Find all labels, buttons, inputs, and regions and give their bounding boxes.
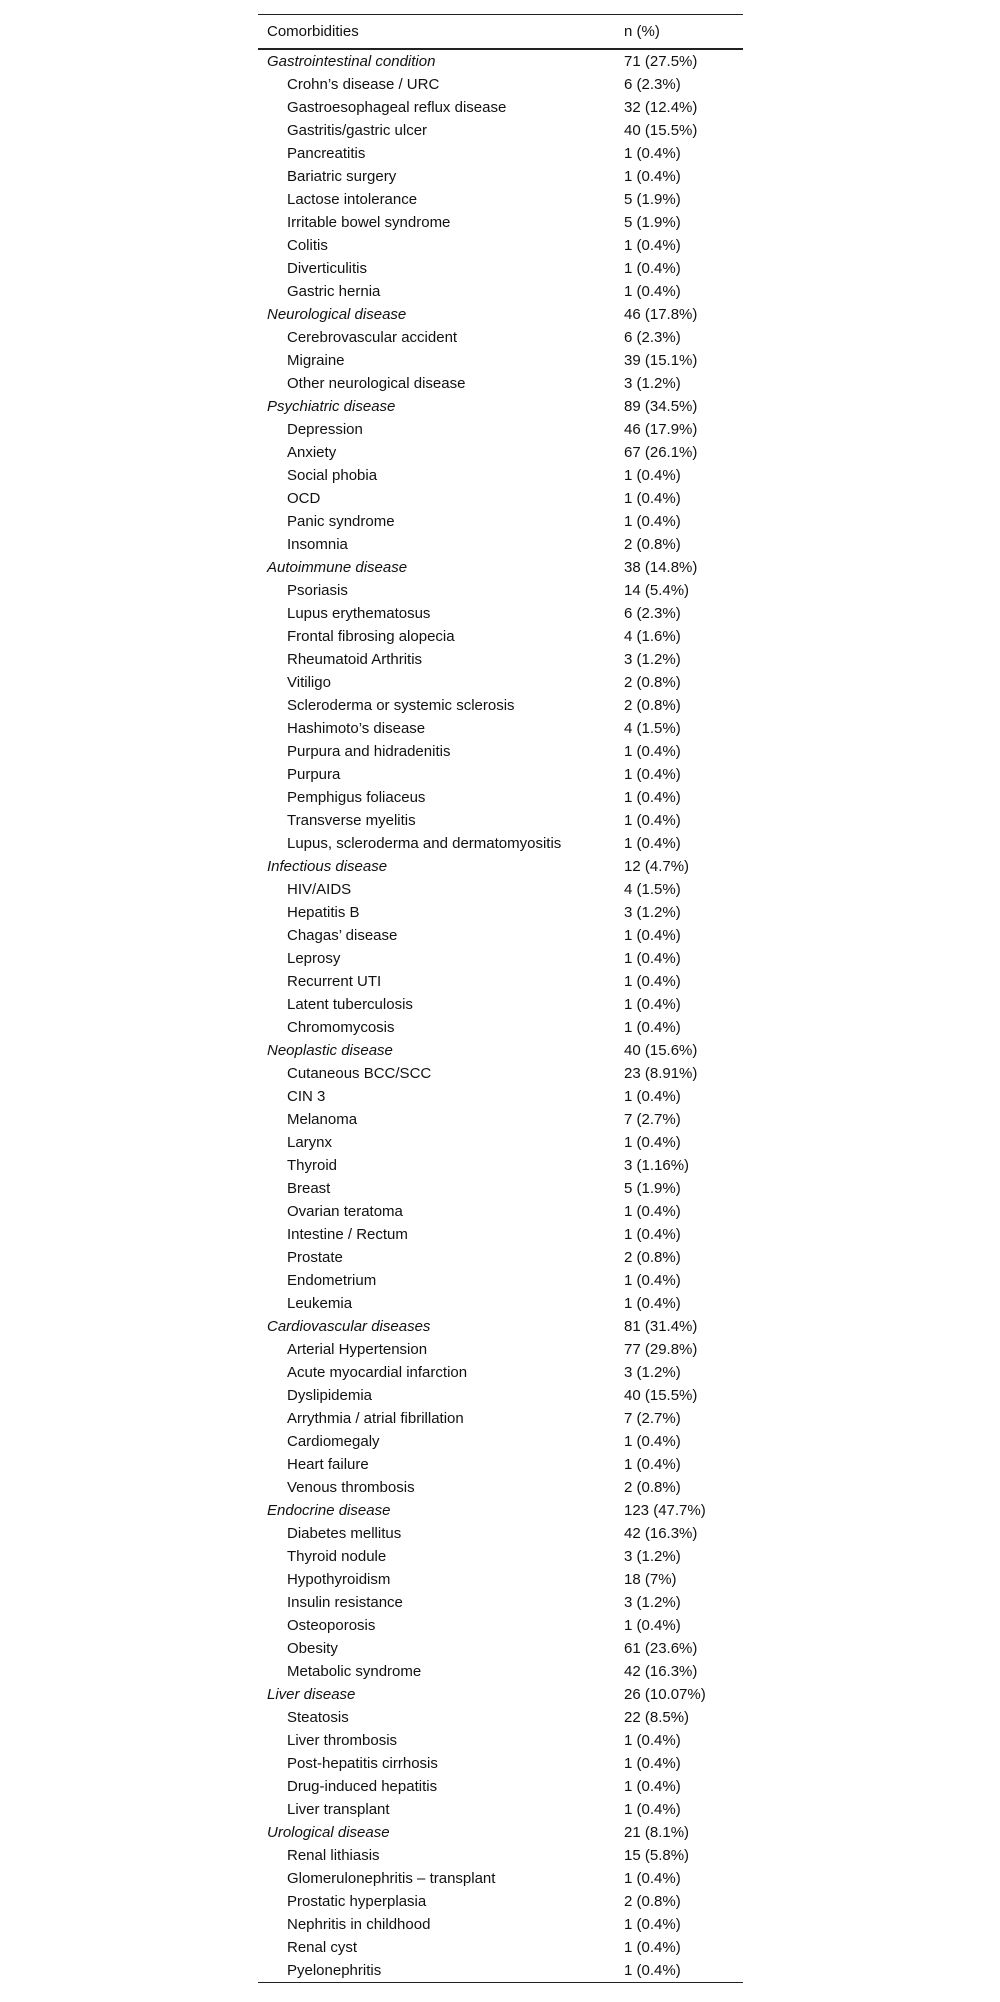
comorbidity-label: Panic syndrome — [287, 513, 395, 530]
comorbidity-count: 14 (5.4%) — [624, 582, 690, 599]
comorbidity-label: Acute myocardial infarction — [287, 1364, 468, 1381]
table-row — [258, 763, 743, 786]
table-row — [258, 464, 743, 487]
comorbidity-count: 3 (1.2%) — [624, 904, 681, 921]
comorbidity-count: 2 (0.8%) — [624, 674, 681, 691]
comorbidity-label: Other neurological disease — [287, 375, 466, 392]
comorbidity-count: 1 (0.4%) — [624, 237, 681, 254]
comorbidity-label: Arrythmia / atrial fibrillation — [287, 1410, 464, 1427]
table-row — [258, 901, 743, 924]
table-row — [258, 809, 743, 832]
table-row — [258, 165, 743, 188]
comorbidity-count: 1 (0.4%) — [624, 743, 681, 760]
comorbidity-label: Crohn’s disease / URC — [287, 76, 440, 93]
comorbidity-count: 6 (2.3%) — [624, 76, 681, 93]
comorbidity-count: 3 (1.2%) — [624, 1594, 681, 1611]
table-row — [258, 1200, 743, 1223]
comorbidity-count: 6 (2.3%) — [624, 605, 681, 622]
category-row — [258, 303, 743, 326]
table-row — [258, 1890, 743, 1913]
comorbidity-label: Vitiligo — [287, 674, 331, 691]
category-count: 38 (14.8%) — [624, 559, 698, 576]
table-row — [258, 1913, 743, 1936]
comorbidity-label: Anxiety — [287, 444, 337, 461]
comorbidity-label: Gastroesophageal reflux disease — [287, 99, 507, 116]
comorbidity-count: 1 (0.4%) — [624, 973, 681, 990]
comorbidity-count: 1 (0.4%) — [624, 766, 681, 783]
table-row — [258, 1085, 743, 1108]
comorbidity-count: 18 (7%) — [624, 1571, 677, 1588]
header-row — [258, 15, 743, 50]
comorbidity-count: 2 (0.8%) — [624, 697, 681, 714]
category-label: Neoplastic disease — [267, 1042, 393, 1059]
comorbidity-label: Arterial Hypertension — [287, 1341, 428, 1358]
category-row — [258, 1039, 743, 1062]
comorbidity-label: Obesity — [287, 1640, 338, 1657]
comorbidity-label: Ovarian teratoma — [287, 1203, 403, 1220]
comorbidity-count: 3 (1.2%) — [624, 651, 681, 668]
table-row — [258, 1430, 743, 1453]
comorbidity-count: 1 (0.4%) — [615, 1959, 743, 1983]
category-row — [258, 395, 743, 418]
comorbidity-count: 6 (2.3%) — [624, 329, 681, 346]
comorbidity-count: 40 (15.5%) — [624, 122, 698, 139]
header-n-percent: n (%) — [615, 15, 743, 50]
comorbidity-count: 1 (0.4%) — [624, 513, 681, 530]
comorbidity-count: 7 (2.7%) — [624, 1111, 681, 1128]
comorbidity-label: Cerebrovascular accident — [287, 329, 458, 346]
table-row — [258, 533, 743, 556]
comorbidity-label: Rheumatoid Arthritis — [287, 651, 423, 668]
comorbidity-label: Purpura — [287, 766, 341, 783]
table-row — [258, 349, 743, 372]
comorbidity-count: 3 (1.16%) — [624, 1157, 690, 1174]
comorbidity-count: 1 (0.4%) — [624, 950, 681, 967]
table-row — [258, 119, 743, 142]
table-body — [258, 49, 743, 1983]
table-row — [258, 1154, 743, 1177]
comorbidity-label: Thyroid — [287, 1157, 338, 1174]
table-row — [258, 717, 743, 740]
comorbidity-label: Latent tuberculosis — [287, 996, 413, 1013]
comorbidity-label: Lactose intolerance — [287, 191, 418, 208]
table-row — [258, 73, 743, 96]
table-row — [258, 487, 743, 510]
comorbidity-count: 1 (0.4%) — [624, 1295, 681, 1312]
comorbidity-count: 1 (0.4%) — [624, 1755, 681, 1772]
comorbidity-count: 61 (23.6%) — [624, 1640, 698, 1657]
table-row — [258, 1936, 743, 1959]
comorbidity-label: Endometrium — [287, 1272, 377, 1289]
comorbidity-count: 3 (1.2%) — [624, 1364, 681, 1381]
table-row — [258, 694, 743, 717]
comorbidity-count: 39 (15.1%) — [624, 352, 698, 369]
comorbidity-count: 1 (0.4%) — [624, 467, 681, 484]
comorbidity-label: Colitis — [287, 237, 328, 254]
table-row — [258, 234, 743, 257]
comorbidity-label: CIN 3 — [287, 1088, 326, 1105]
table-row — [258, 1729, 743, 1752]
comorbidity-label: OCD — [287, 490, 321, 507]
comorbidity-label: Pancreatitis — [287, 145, 366, 162]
table-row — [258, 1476, 743, 1499]
comorbidity-label: Cardiomegaly — [287, 1433, 380, 1450]
comorbidity-count: 32 (12.4%) — [624, 99, 698, 116]
comorbidity-label: Steatosis — [287, 1709, 349, 1726]
comorbidity-count: 1 (0.4%) — [624, 996, 681, 1013]
comorbidity-label: Chromomycosis — [287, 1019, 395, 1036]
table-row — [258, 1775, 743, 1798]
table-row — [258, 786, 743, 809]
comorbidity-label: Depression — [287, 421, 363, 438]
comorbidity-count: 1 (0.4%) — [624, 1226, 681, 1243]
table-row — [258, 1959, 743, 1983]
table-header — [258, 15, 743, 50]
comorbidity-count: 7 (2.7%) — [624, 1410, 681, 1427]
table-row — [258, 418, 743, 441]
comorbidity-count: 5 (1.9%) — [624, 214, 681, 231]
comorbidity-count: 1 (0.4%) — [624, 168, 681, 185]
comorbidity-count: 1 (0.4%) — [624, 1732, 681, 1749]
comorbidity-count: 1 (0.4%) — [624, 927, 681, 944]
comorbidity-label: Venous thrombosis — [287, 1479, 415, 1496]
table-row — [258, 1568, 743, 1591]
table-row — [258, 1706, 743, 1729]
comorbidity-label: Prostatic hyperplasia — [287, 1893, 427, 1910]
comorbidity-count: 1 (0.4%) — [624, 835, 681, 852]
comorbidity-count: 1 (0.4%) — [624, 812, 681, 829]
comorbidity-label: Post-hepatitis cirrhosis — [287, 1755, 438, 1772]
comorbidity-count: 1 (0.4%) — [624, 1778, 681, 1795]
table-row — [258, 993, 743, 1016]
comorbidity-count: 4 (1.5%) — [624, 881, 681, 898]
comorbidity-label: Liver transplant — [287, 1801, 390, 1818]
comorbidity-count: 67 (26.1%) — [624, 444, 698, 461]
table-row — [258, 1798, 743, 1821]
table-row — [258, 142, 743, 165]
table-row — [258, 1384, 743, 1407]
comorbidity-label: Metabolic syndrome — [287, 1663, 422, 1680]
comorbidity-label: Intestine / Rectum — [287, 1226, 408, 1243]
comorbidity-count: 2 (0.8%) — [624, 1893, 681, 1910]
table-row — [258, 970, 743, 993]
comorbidity-label: Cutaneous BCC/SCC — [287, 1065, 432, 1082]
table-row — [258, 1062, 743, 1085]
table-row — [258, 1867, 743, 1890]
category-row — [258, 556, 743, 579]
category-row — [258, 855, 743, 878]
category-row — [258, 1821, 743, 1844]
comorbidity-count: 1 (0.4%) — [624, 1916, 681, 1933]
table-row — [258, 1338, 743, 1361]
comorbidity-count: 5 (1.9%) — [624, 191, 681, 208]
table-row — [258, 1752, 743, 1775]
comorbidity-count: 2 (0.8%) — [624, 536, 681, 553]
comorbidity-label: Osteoporosis — [287, 1617, 376, 1634]
table-row — [258, 924, 743, 947]
comorbidity-count: 1 (0.4%) — [624, 1272, 681, 1289]
comorbidity-label: Social phobia — [287, 467, 378, 484]
table-row — [258, 625, 743, 648]
comorbidity-count: 1 (0.4%) — [624, 145, 681, 162]
header-comorbidities: Comorbidities — [258, 15, 615, 50]
table-row — [258, 648, 743, 671]
comorbidity-count: 1 (0.4%) — [624, 1134, 681, 1151]
comorbidity-label: Insulin resistance — [287, 1594, 403, 1611]
category-count: 123 (47.7%) — [624, 1502, 706, 1519]
table-row — [258, 372, 743, 395]
category-label: Cardiovascular diseases — [267, 1318, 431, 1335]
comorbidity-label: Drug-induced hepatitis — [287, 1778, 438, 1795]
category-count: 46 (17.8%) — [624, 306, 698, 323]
table-row — [258, 1223, 743, 1246]
table-row — [258, 441, 743, 464]
comorbidity-label: Pemphigus foliaceus — [287, 789, 426, 806]
comorbidity-count: 1 (0.4%) — [624, 1617, 681, 1634]
comorbidity-label: Prostate — [287, 1249, 343, 1266]
table-row — [258, 832, 743, 855]
comorbidity-count: 2 (0.8%) — [624, 1249, 681, 1266]
table-row — [258, 602, 743, 625]
comorbidity-count: 4 (1.6%) — [624, 628, 681, 645]
category-count: 12 (4.7%) — [624, 858, 690, 875]
comorbidity-count: 46 (17.9%) — [624, 421, 698, 438]
comorbidity-count: 1 (0.4%) — [624, 1939, 681, 1956]
table-row — [258, 1269, 743, 1292]
comorbidity-label: Renal lithiasis — [287, 1847, 380, 1864]
table-row — [258, 671, 743, 694]
comorbidity-count: 23 (8.91%) — [624, 1065, 698, 1082]
table-row — [258, 1108, 743, 1131]
category-row — [258, 49, 743, 73]
category-count: 71 (27.5%) — [624, 53, 698, 70]
category-label: Gastrointestinal condition — [267, 53, 436, 70]
table-row — [258, 1407, 743, 1430]
table-row — [258, 947, 743, 970]
table-row — [258, 211, 743, 234]
comorbidity-label: Frontal fibrosing alopecia — [287, 628, 455, 645]
comorbidity-count: 5 (1.9%) — [624, 1180, 681, 1197]
comorbidity-label: Gastric hernia — [287, 283, 381, 300]
comorbidity-label: Renal cyst — [287, 1939, 358, 1956]
category-row — [258, 1315, 743, 1338]
category-count: 81 (31.4%) — [624, 1318, 698, 1335]
comorbidity-label: Migraine — [287, 352, 345, 369]
comorbidity-count: 40 (15.5%) — [624, 1387, 698, 1404]
comorbidity-count: 1 (0.4%) — [624, 260, 681, 277]
comorbidity-label: Breast — [287, 1180, 331, 1197]
comorbidity-label: Nephritis in childhood — [287, 1916, 431, 1933]
comorbidity-count: 3 (1.2%) — [624, 375, 681, 392]
comorbidity-label: Leprosy — [287, 950, 341, 967]
comorbidity-label: Diabetes mellitus — [287, 1525, 402, 1542]
table-row — [258, 1591, 743, 1614]
table-row — [258, 1292, 743, 1315]
comorbidity-label: Purpura and hidradenitis — [287, 743, 451, 760]
comorbidity-count: 1 (0.4%) — [624, 1433, 681, 1450]
comorbidity-label: Dyslipidemia — [287, 1387, 373, 1404]
category-count: 26 (10.07%) — [624, 1686, 706, 1703]
comorbidity-count: 77 (29.8%) — [624, 1341, 698, 1358]
comorbidity-label: Glomerulonephritis – transplant — [287, 1870, 496, 1887]
comorbidity-label: Diverticulitis — [287, 260, 368, 277]
comorbidity-count: 3 (1.2%) — [624, 1548, 681, 1565]
table-row — [258, 326, 743, 349]
table-row — [258, 1545, 743, 1568]
table-row — [258, 96, 743, 119]
comorbidity-count: 2 (0.8%) — [624, 1479, 681, 1496]
comorbidity-label: Insomnia — [287, 536, 348, 553]
comorbidity-label: Hepatitis B — [287, 904, 360, 921]
comorbidity-count: 1 (0.4%) — [624, 283, 681, 300]
comorbidity-label: Hypothyroidism — [287, 1571, 391, 1588]
table-row — [258, 257, 743, 280]
table-row — [258, 1016, 743, 1039]
category-row — [258, 1499, 743, 1522]
comorbidities-table-container — [258, 14, 743, 1983]
category-label: Urological disease — [267, 1824, 390, 1841]
comorbidity-label: Thyroid nodule — [287, 1548, 387, 1565]
table-row — [258, 510, 743, 533]
comorbidity-label: Irritable bowel syndrome — [287, 214, 451, 231]
comorbidity-count: 4 (1.5%) — [624, 720, 681, 737]
comorbidity-label: Lupus erythematosus — [287, 605, 431, 622]
comorbidity-label: Pyelonephritis — [258, 1959, 615, 1983]
comorbidity-count: 42 (16.3%) — [624, 1663, 698, 1680]
category-label: Autoimmune disease — [267, 559, 408, 576]
comorbidity-count: 1 (0.4%) — [624, 1088, 681, 1105]
category-label: Endocrine disease — [267, 1502, 391, 1519]
table-row — [258, 1614, 743, 1637]
table-row — [258, 1637, 743, 1660]
comorbidity-label: Heart failure — [287, 1456, 369, 1473]
category-count: 89 (34.5%) — [624, 398, 698, 415]
comorbidity-label: Transverse myelitis — [287, 812, 416, 829]
table-row — [258, 1453, 743, 1476]
comorbidity-label: Psoriasis — [287, 582, 348, 599]
category-label: Psychiatric disease — [267, 398, 396, 415]
table-row — [258, 740, 743, 763]
table-row — [258, 1522, 743, 1545]
table-row — [258, 1177, 743, 1200]
comorbidity-count: 1 (0.4%) — [624, 1019, 681, 1036]
comorbidity-count: 1 (0.4%) — [624, 1801, 681, 1818]
table-row — [258, 280, 743, 303]
category-count: 40 (15.6%) — [624, 1042, 698, 1059]
table-row — [258, 878, 743, 901]
table-row — [258, 1246, 743, 1269]
table-row — [258, 1131, 743, 1154]
comorbidity-label: Lupus, scleroderma and dermatomyositis — [287, 835, 562, 852]
comorbidity-count: 1 (0.4%) — [624, 1456, 681, 1473]
comorbidity-label: Chagas’ disease — [287, 927, 398, 944]
comorbidity-label: Gastritis/gastric ulcer — [287, 122, 428, 139]
table-row — [258, 1361, 743, 1384]
comorbidity-label: Hashimoto’s disease — [287, 720, 426, 737]
category-label: Liver disease — [267, 1686, 356, 1703]
table-row — [258, 1660, 743, 1683]
comorbidity-count: 1 (0.4%) — [624, 1203, 681, 1220]
category-row — [258, 1683, 743, 1706]
comorbidity-label: Liver thrombosis — [287, 1732, 398, 1749]
comorbidity-count: 22 (8.5%) — [624, 1709, 690, 1726]
comorbidity-count: 1 (0.4%) — [624, 1870, 681, 1887]
comorbidity-label: HIV/AIDS — [287, 881, 352, 898]
category-label: Neurological disease — [267, 306, 407, 323]
comorbidity-label: Bariatric surgery — [287, 168, 397, 185]
table-row — [258, 579, 743, 602]
comorbidity-count: 1 (0.4%) — [624, 490, 681, 507]
comorbidity-label: Melanoma — [287, 1111, 358, 1128]
comorbidity-label: Leukemia — [287, 1295, 353, 1312]
table-row — [258, 188, 743, 211]
comorbidity-count: 15 (5.8%) — [624, 1847, 690, 1864]
table-row — [258, 1844, 743, 1867]
comorbidities-table — [258, 14, 743, 1983]
comorbidity-label: Scleroderma or systemic sclerosis — [287, 697, 515, 714]
category-label: Infectious disease — [267, 858, 388, 875]
comorbidity-count: 1 (0.4%) — [624, 789, 681, 806]
comorbidity-label: Larynx — [287, 1134, 333, 1151]
category-count: 21 (8.1%) — [624, 1824, 690, 1841]
comorbidity-count: 42 (16.3%) — [624, 1525, 698, 1542]
comorbidity-label: Recurrent UTI — [287, 973, 382, 990]
